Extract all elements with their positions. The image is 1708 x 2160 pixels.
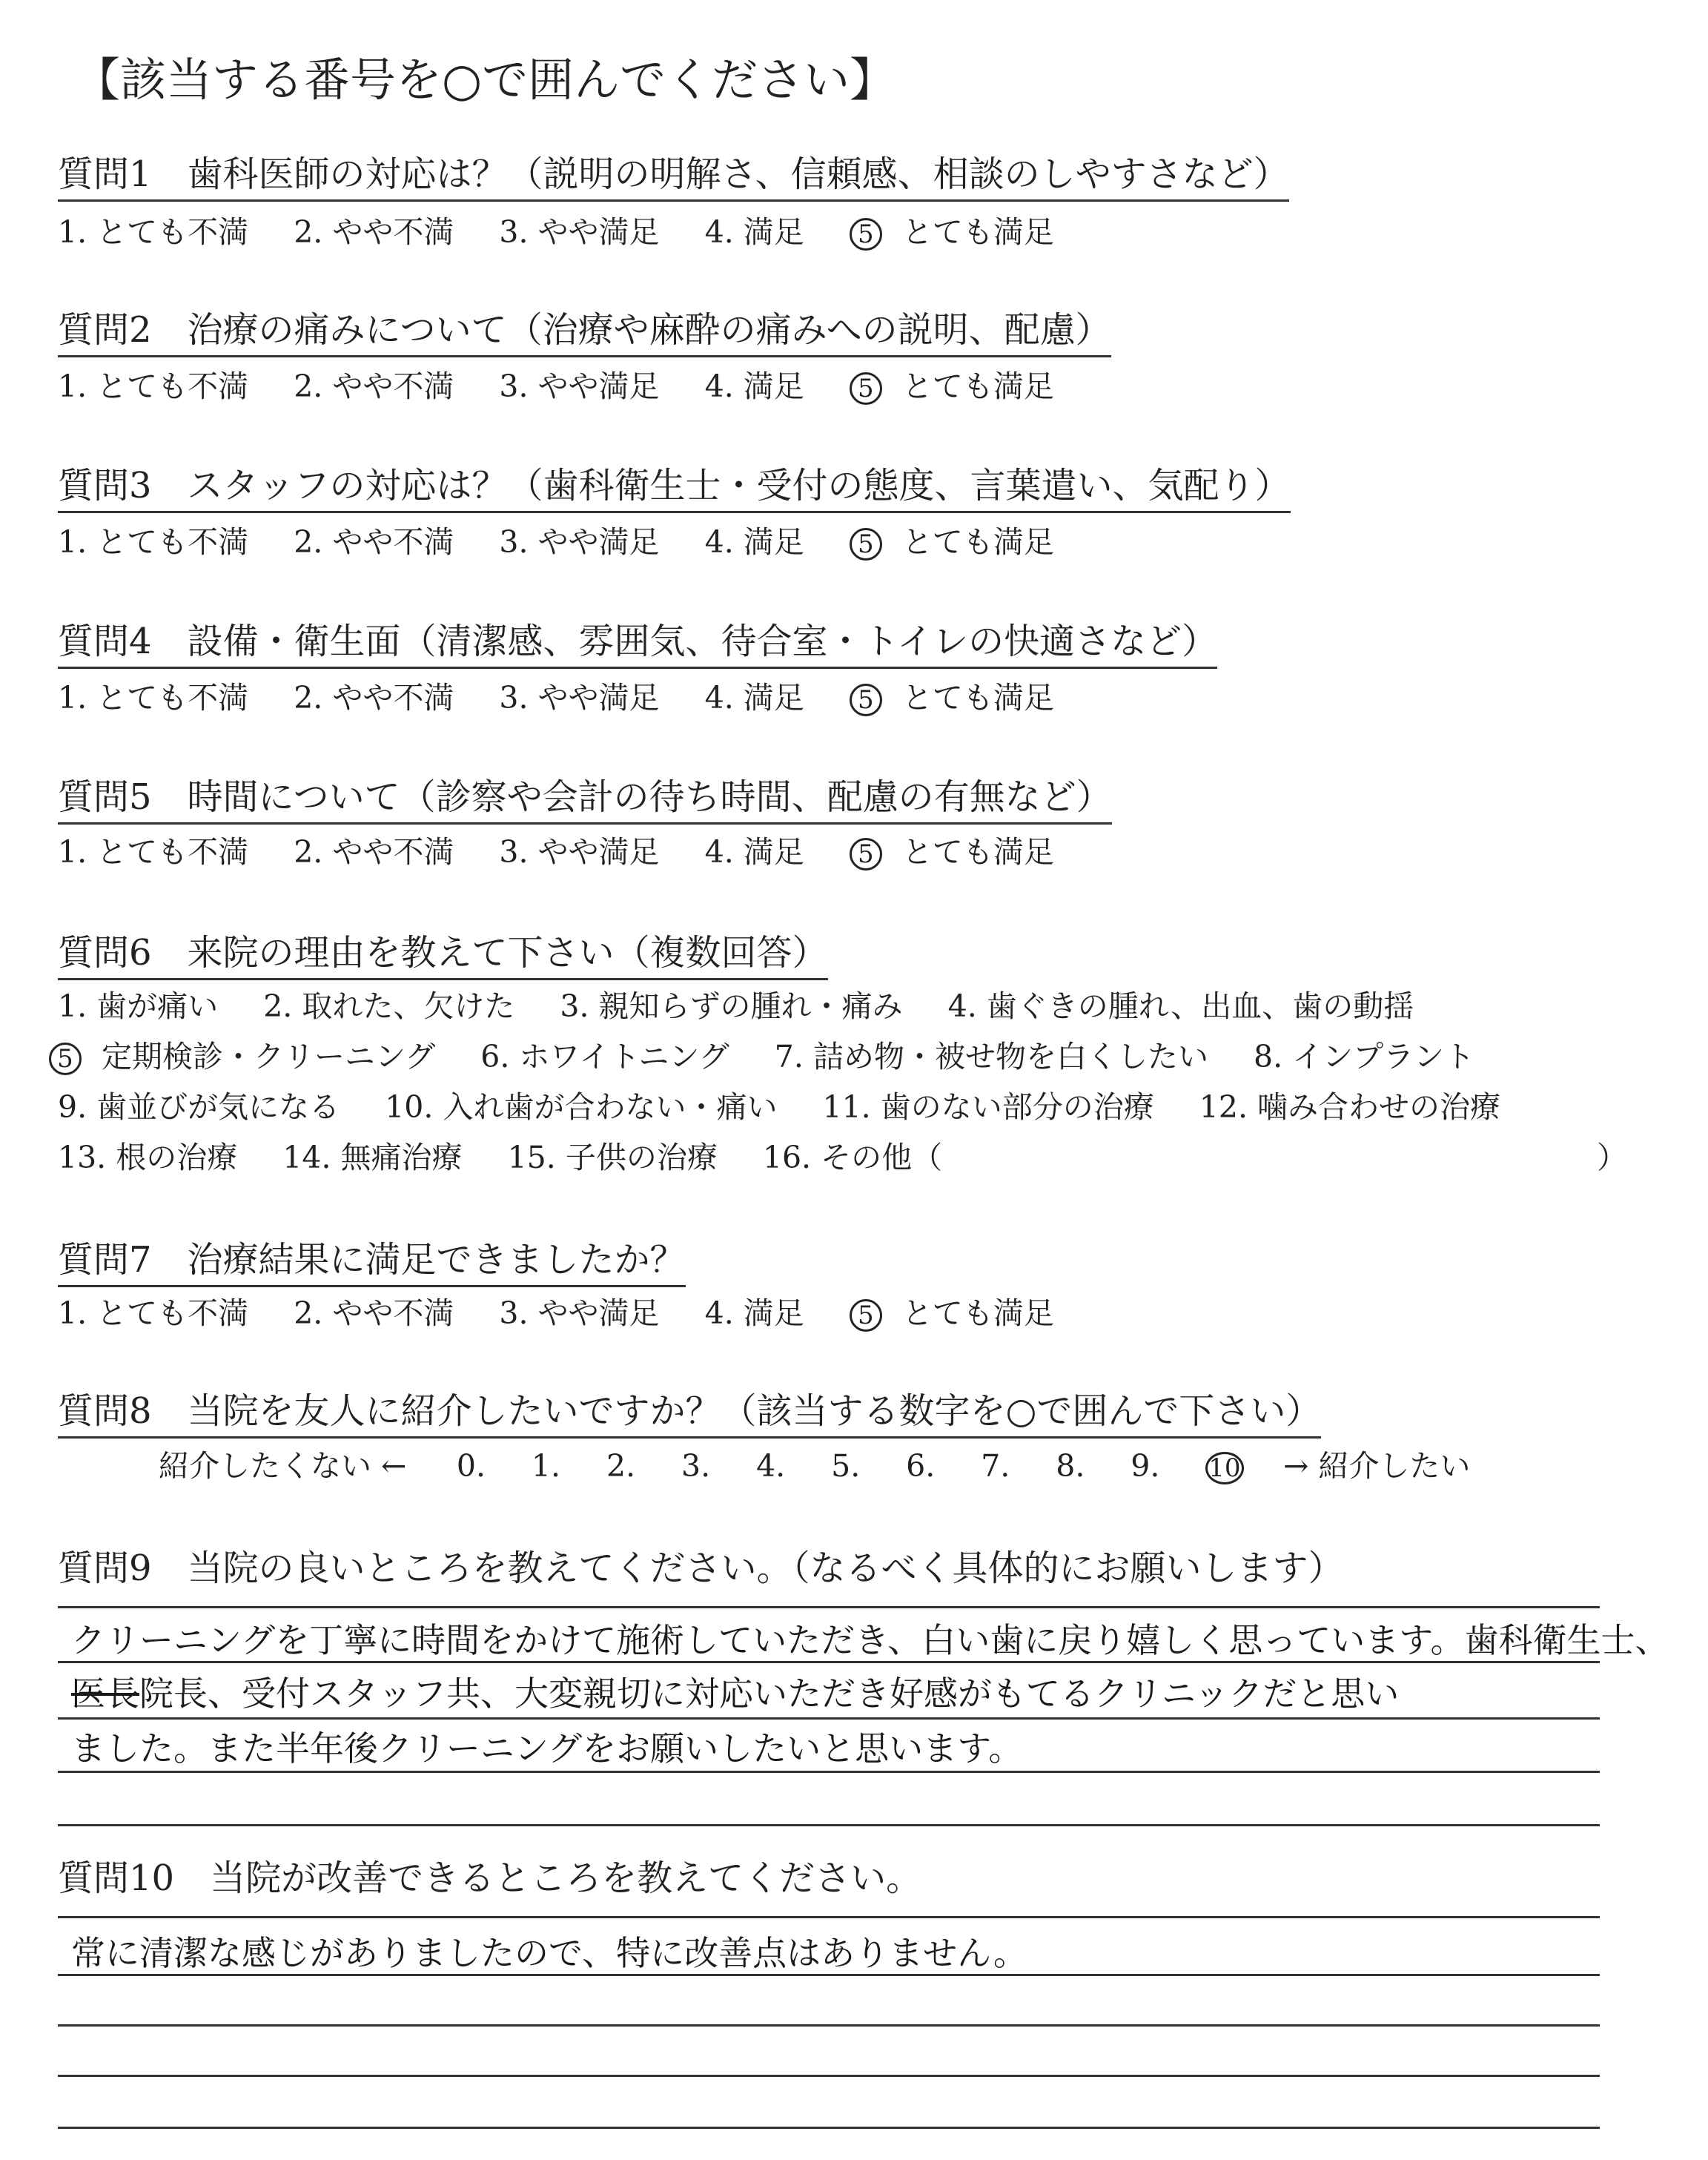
q6-row-1	[58, 982, 1449, 1025]
q6-option-3: 3. 親知らずの腫れ・痛み	[560, 988, 903, 1024]
q6-option-5-label: 定期検診・クリーニング	[102, 1039, 436, 1074]
q9-line-5	[58, 1824, 1600, 1826]
q8-scale-4: 4.	[756, 1448, 786, 1484]
q1-options	[58, 208, 1054, 251]
q3-option-1: 1. とても不満	[58, 524, 249, 560]
q6-selected-circle: 5	[49, 1043, 82, 1075]
q8-scale-8: 8.	[1056, 1448, 1085, 1484]
q5-selected-circle: 5	[850, 838, 882, 871]
q8-scale-6: 6.	[906, 1448, 936, 1484]
q9-answer-line-3: ました。また半年後クリーニングをお願いしたいと思います。	[71, 1728, 1023, 1768]
q9-answer-line-1: クリーニングを丁寧に時間をかけて施術していただき、白い歯に戻り嬉しく思っています。歯科衛生士、	[71, 1620, 1669, 1660]
q10-answer-line-1: 常に清潔な感じがありましたので、特に改善点はありません。	[71, 1933, 1027, 1973]
q6-option-12: 12. 噛み合わせの治療	[1199, 1089, 1501, 1125]
q2-option-2: 2. やや不満	[294, 369, 454, 404]
q3-option-4: 4. 満足	[704, 524, 804, 560]
q10-heading: 質問10 当院が改善できるところを教えてください。	[58, 1857, 922, 1899]
q5-heading: 質問5 時間について（診察や会計の待ち時間、配慮の有無など）	[58, 768, 1112, 825]
q4-option-5-label: とても満足	[901, 680, 1054, 716]
q9-line-2-text: 院長、受付スタッフ共、大変親切に対応いただき好感がもてるクリニックだと思い	[139, 1674, 1400, 1714]
q3-selected-circle: 5	[850, 528, 882, 561]
q6-option-7: 7. 詰め物・被せ物を白くしたい	[774, 1039, 1208, 1074]
q4-option-2: 2. やや不満	[294, 680, 454, 716]
q2-option-1: 1. とても不満	[58, 369, 249, 404]
q10-line-3	[58, 2024, 1600, 2027]
q1-heading: 質問1 歯科医師の対応は？（説明の明解さ、信頼感、相談のしやすさなど）	[58, 145, 1289, 202]
q10-line-4	[58, 2075, 1600, 2077]
q6-option-16: 16. その他（	[762, 1140, 943, 1175]
q4-selected-circle: 5	[850, 684, 882, 716]
q6-option-14: 14. 無痛治療	[282, 1140, 463, 1175]
q7-option-2: 2. やや不満	[294, 1295, 454, 1331]
q6-option-1: 1. 歯が痛い	[58, 988, 219, 1024]
q7-option-1: 1. とても不満	[58, 1295, 249, 1331]
q6-option-4: 4. 歯ぐきの腫れ、出血、歯の動揺	[947, 988, 1414, 1024]
q5-option-4: 4. 満足	[704, 834, 804, 870]
q6-option-11: 11. 歯のない部分の治療	[822, 1089, 1154, 1125]
q6-option-10: 10. 入れ歯が合わない・痛い	[385, 1089, 778, 1125]
q1-option-3: 3. やや満足	[499, 214, 660, 250]
q2-options	[58, 362, 1054, 406]
q4-option-1: 1. とても不満	[58, 680, 249, 716]
q10-line-2	[58, 1974, 1600, 1976]
q9-struck-text: 医長	[71, 1674, 139, 1714]
page-title: 【該当する番号を○で囲んでください】	[74, 53, 896, 107]
q4-options	[58, 673, 1054, 717]
q5-option-3: 3. やや満足	[499, 834, 660, 870]
q8-right-label: → 紹介したい	[1282, 1448, 1471, 1484]
q5-option-5-label: とても満足	[901, 834, 1054, 870]
q2-option-3: 3. やや満足	[499, 369, 660, 404]
q5-options	[58, 828, 1054, 871]
q9-heading: 質問9 当院の良いところを教えてください。（なるべく具体的にお願いします）	[58, 1548, 1344, 1589]
q6-option-15: 15. 子供の治療	[507, 1140, 718, 1175]
q2-option-4: 4. 満足	[704, 369, 804, 404]
q2-heading: 質問2 治療の痛みについて（治療や麻酔の痛みへの説明、配慮）	[58, 301, 1111, 357]
q9-line-2	[58, 1661, 1600, 1663]
q8-scale-row	[159, 1441, 1470, 1485]
q9-line-1	[58, 1606, 1600, 1608]
q8-scale-0: 0.	[456, 1448, 486, 1484]
q8-scale-2: 2.	[606, 1448, 636, 1484]
q6-row-2	[49, 1032, 1510, 1076]
q1-option-1: 1. とても不満	[58, 214, 249, 250]
q8-selected-circle: 10	[1205, 1452, 1244, 1484]
q8-scale-3: 3.	[681, 1448, 711, 1484]
q6-option-2: 2. 取れた、欠けた	[263, 988, 515, 1024]
q8-scale-5: 5.	[831, 1448, 861, 1484]
q2-selected-circle: 5	[850, 372, 882, 405]
q6-row-3	[58, 1083, 1536, 1126]
q2-option-5-label: とても満足	[901, 369, 1054, 404]
q6-option-6: 6. ホワイトニング	[480, 1039, 729, 1074]
q6-other-close: ）	[1597, 1140, 1627, 1175]
q6-option-9: 9. 歯並びが気になる	[58, 1089, 340, 1125]
q4-heading: 質問4 設備・衛生面（清潔感、雰囲気、待合室・トイレの快適さなど）	[58, 612, 1217, 669]
q8-scale-9: 9.	[1131, 1448, 1160, 1484]
q4-option-3: 3. やや満足	[499, 680, 660, 716]
q7-selected-circle: 5	[850, 1299, 882, 1332]
q7-options	[58, 1289, 1054, 1332]
q9-answer-line-2	[71, 1667, 1399, 1716]
q5-option-1: 1. とても不満	[58, 834, 249, 870]
q6-option-8: 8. インプラント	[1254, 1039, 1475, 1074]
q8-heading: 質問8 当院を友人に紹介したいですか？（該当する数字を○で囲んで下さい）	[58, 1382, 1321, 1439]
q8-scale-1: 1.	[531, 1448, 561, 1484]
q10-line-1	[58, 1916, 1600, 1918]
q5-option-2: 2. やや不満	[294, 834, 454, 870]
q10-line-5	[58, 2127, 1600, 2129]
q7-option-5-label: とても満足	[901, 1295, 1054, 1331]
q1-option-2: 2. やや不満	[294, 214, 454, 250]
q3-heading: 質問3 スタッフの対応は？（歯科衛生士・受付の態度、言葉遣い、気配り）	[58, 457, 1291, 513]
q3-option-2: 2. やや不満	[294, 524, 454, 560]
q1-selected-circle: 5	[850, 218, 882, 251]
q8-left-label: 紹介したくない ←	[159, 1448, 407, 1484]
q1-option-5-label: とても満足	[901, 214, 1054, 250]
q9-line-3	[58, 1717, 1600, 1720]
q8-scale-7: 7.	[981, 1448, 1010, 1484]
q7-heading: 質問7 治療結果に満足できましたか？	[58, 1231, 686, 1287]
q6-heading: 質問6 来院の理由を教えて下さい（複数回答）	[58, 924, 828, 980]
q7-option-4: 4. 満足	[704, 1295, 804, 1331]
q6-row-4	[58, 1133, 1607, 1177]
q3-options	[58, 518, 1054, 561]
q1-option-4: 4. 満足	[704, 214, 804, 250]
q3-option-5-label: とても満足	[901, 524, 1054, 560]
q9-line-4	[58, 1771, 1600, 1773]
q7-option-3: 3. やや満足	[499, 1295, 660, 1331]
q6-option-13: 13. 根の治療	[58, 1140, 238, 1175]
q3-option-3: 3. やや満足	[499, 524, 660, 560]
q4-option-4: 4. 満足	[704, 680, 804, 716]
